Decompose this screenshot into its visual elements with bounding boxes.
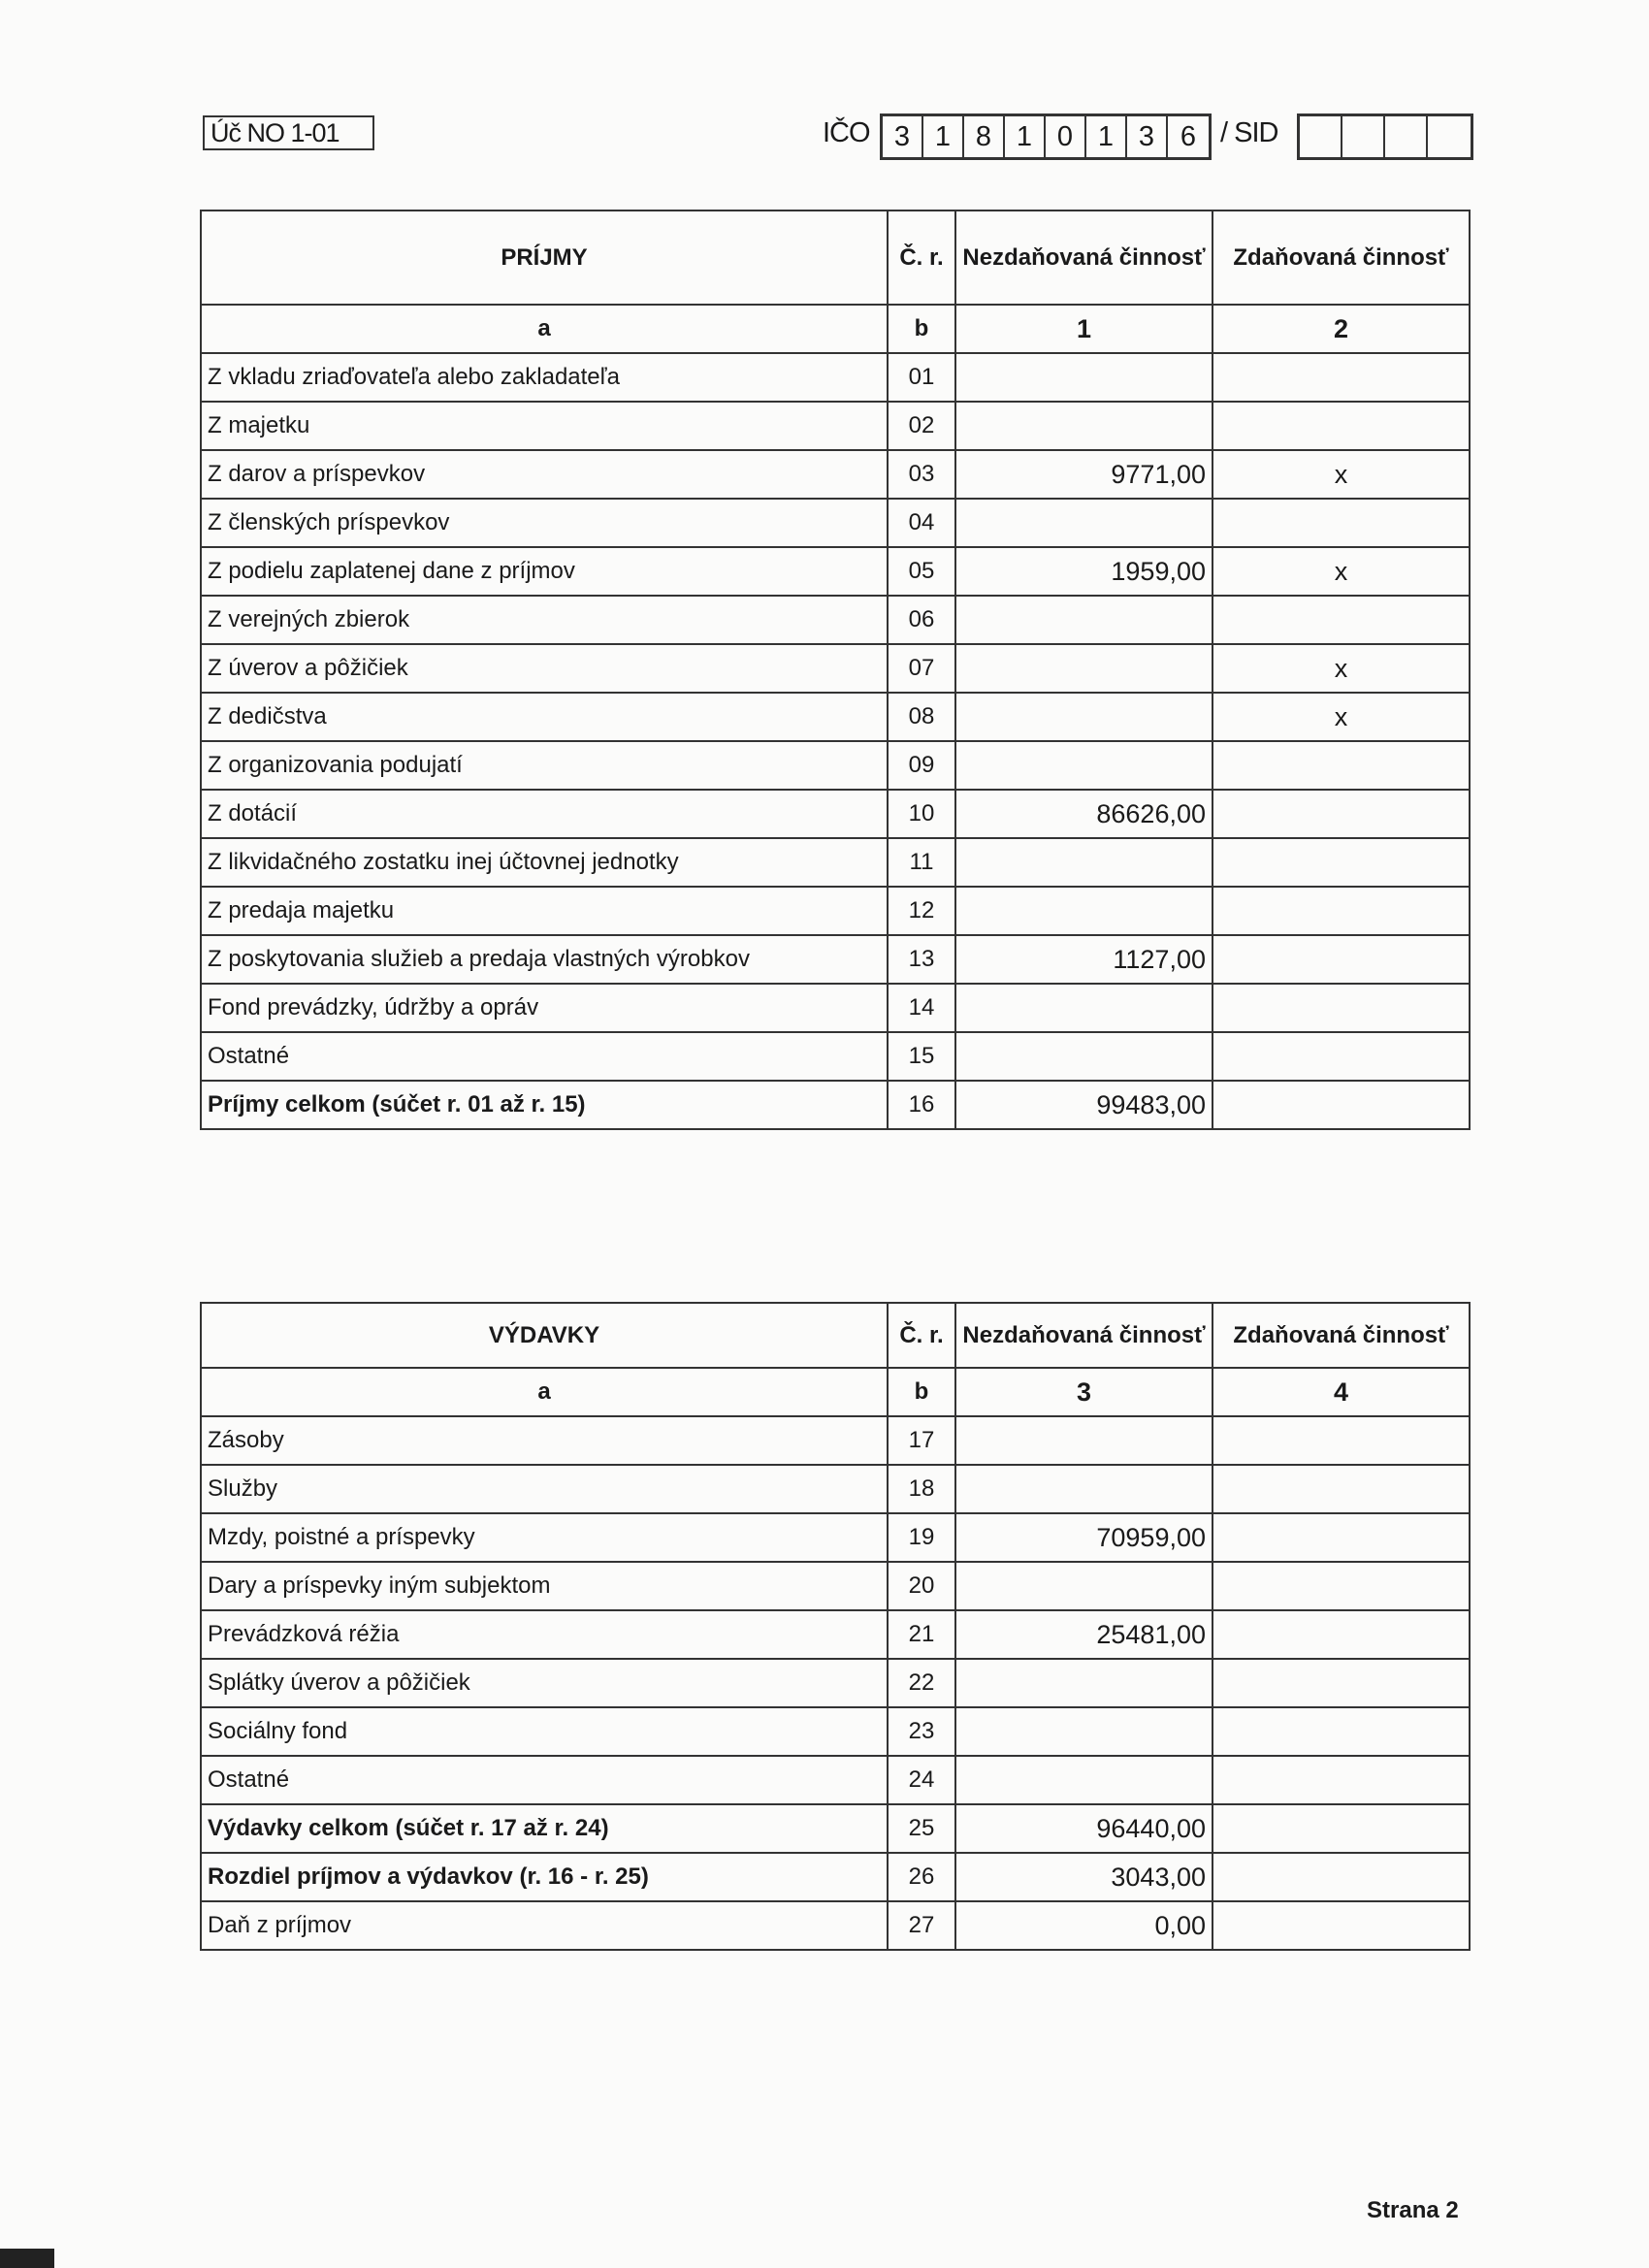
row-label: Z úverov a pôžičiek <box>201 644 888 693</box>
row-number: 05 <box>888 547 955 596</box>
nezdanovana-value[interactable]: 3043,00 <box>955 1853 1212 1901</box>
column-index-label: a <box>201 1368 888 1416</box>
ico-digit-box[interactable]: 3 <box>1127 116 1168 157</box>
column-header-nezdanovana: Nezdaňovaná činnosť <box>955 211 1212 305</box>
nezdanovana-value[interactable]: 86626,00 <box>955 790 1212 838</box>
nezdanovana-value[interactable] <box>955 887 1212 935</box>
column-header-zdanovana: Zdaňovaná činnosť <box>1212 211 1470 305</box>
zdanovana-value[interactable] <box>1212 790 1470 838</box>
sid-digit-box[interactable] <box>1342 116 1385 157</box>
zdanovana-value[interactable]: x <box>1212 547 1470 596</box>
prijmy-table <box>200 210 1471 1130</box>
table-row <box>201 1804 1470 1853</box>
row-number: 17 <box>888 1416 955 1465</box>
row-number: 11 <box>888 838 955 887</box>
table-row <box>201 402 1470 450</box>
table-row <box>201 1032 1470 1081</box>
zdanovana-value[interactable] <box>1212 741 1470 790</box>
row-label: Prevádzková réžia <box>201 1610 888 1659</box>
table-row <box>201 1465 1470 1513</box>
zdanovana-value[interactable] <box>1212 1804 1470 1853</box>
zdanovana-value[interactable] <box>1212 838 1470 887</box>
row-number: 03 <box>888 450 955 499</box>
row-label: Výdavky celkom (súčet r. 17 až r. 24) <box>201 1804 888 1853</box>
table-row <box>201 1853 1470 1901</box>
table-row <box>201 1901 1470 1950</box>
nezdanovana-value[interactable]: 96440,00 <box>955 1804 1212 1853</box>
row-label: Ostatné <box>201 1032 888 1081</box>
column-index-row <box>201 1368 1470 1416</box>
row-number: 27 <box>888 1901 955 1950</box>
page-number: Strana 2 <box>1367 2197 1459 2223</box>
zdanovana-value[interactable] <box>1212 1081 1470 1129</box>
row-number: 12 <box>888 887 955 935</box>
table-row <box>201 499 1470 547</box>
column-header-nezdanovana: Nezdaňovaná činnosť <box>955 1303 1212 1368</box>
table-row <box>201 450 1470 499</box>
zdanovana-value[interactable]: x <box>1212 450 1470 499</box>
table-row <box>201 1756 1470 1804</box>
sid-label: / SID <box>1220 117 1278 148</box>
nezdanovana-value[interactable] <box>955 1416 1212 1465</box>
table-row <box>201 1610 1470 1659</box>
row-label: Daň z príjmov <box>201 1901 888 1950</box>
sid-field[interactable] <box>1297 113 1473 160</box>
nezdanovana-value[interactable]: 25481,00 <box>955 1610 1212 1659</box>
column-header-row-number: Č. r. <box>888 1303 955 1368</box>
nezdanovana-value[interactable] <box>955 1032 1212 1081</box>
column-header-row-number: Č. r. <box>888 211 955 305</box>
nezdanovana-value[interactable] <box>955 984 1212 1032</box>
column-header-zdanovana: Zdaňovaná činnosť <box>1212 1303 1470 1368</box>
zdanovana-value[interactable] <box>1212 402 1470 450</box>
table-row <box>201 644 1470 693</box>
zdanovana-value[interactable] <box>1212 1853 1470 1901</box>
row-label: Z likvidačného zostatku inej účtovnej jednotky <box>201 838 888 887</box>
row-number: 04 <box>888 499 955 547</box>
zdanovana-value[interactable] <box>1212 596 1470 644</box>
nezdanovana-value[interactable] <box>955 644 1212 693</box>
row-number: 09 <box>888 741 955 790</box>
nezdanovana-value[interactable] <box>955 402 1212 450</box>
table-row <box>201 790 1470 838</box>
zdanovana-value[interactable] <box>1212 1465 1470 1513</box>
nezdanovana-value[interactable] <box>955 353 1212 402</box>
nezdanovana-value[interactable] <box>955 1562 1212 1610</box>
row-label: Z podielu zaplatenej dane z príjmov <box>201 547 888 596</box>
row-number: 02 <box>888 402 955 450</box>
row-label: Z členských príspevkov <box>201 499 888 547</box>
row-label: Z predaja majetku <box>201 887 888 935</box>
nezdanovana-value[interactable] <box>955 596 1212 644</box>
row-label: Z vkladu zriaďovateľa alebo zakladateľa <box>201 353 888 402</box>
zdanovana-value[interactable] <box>1212 1901 1470 1950</box>
zdanovana-value[interactable]: x <box>1212 644 1470 693</box>
nezdanovana-value[interactable] <box>955 499 1212 547</box>
row-number: 16 <box>888 1081 955 1129</box>
row-number: 22 <box>888 1659 955 1707</box>
row-number: 07 <box>888 644 955 693</box>
row-number: 20 <box>888 1562 955 1610</box>
zdanovana-value[interactable] <box>1212 499 1470 547</box>
table-row <box>201 1659 1470 1707</box>
row-number: 21 <box>888 1610 955 1659</box>
zdanovana-value[interactable] <box>1212 1707 1470 1756</box>
column-header-label: VÝDAVKY <box>201 1303 888 1368</box>
row-label: Fond prevádzky, údržby a opráv <box>201 984 888 1032</box>
row-label: Služby <box>201 1465 888 1513</box>
nezdanovana-value[interactable] <box>955 1707 1212 1756</box>
row-label: Z majetku <box>201 402 888 450</box>
row-label: Splátky úverov a pôžičiek <box>201 1659 888 1707</box>
ico-digit-box[interactable]: 8 <box>964 116 1005 157</box>
column-index-row-number: b <box>888 1368 955 1416</box>
nezdanovana-value[interactable]: 70959,00 <box>955 1513 1212 1562</box>
column-index-zdanovana: 4 <box>1212 1368 1470 1416</box>
table-row <box>201 547 1470 596</box>
row-number: 26 <box>888 1853 955 1901</box>
table-row <box>201 1416 1470 1465</box>
column-index-row-number: b <box>888 305 955 353</box>
row-number: 25 <box>888 1804 955 1853</box>
row-number: 10 <box>888 790 955 838</box>
column-index-nezdanovana: 1 <box>955 305 1212 353</box>
row-number: 19 <box>888 1513 955 1562</box>
nezdanovana-value[interactable] <box>955 1659 1212 1707</box>
column-index-nezdanovana: 3 <box>955 1368 1212 1416</box>
ico-field[interactable] <box>880 113 1212 160</box>
row-number: 08 <box>888 693 955 741</box>
nezdanovana-value[interactable]: 1127,00 <box>955 935 1212 984</box>
zdanovana-value[interactable] <box>1212 1756 1470 1804</box>
row-label: Z poskytovania služieb a predaja vlastných výrobkov <box>201 935 888 984</box>
row-label: Z organizovania podujatí <box>201 741 888 790</box>
row-number: 24 <box>888 1756 955 1804</box>
zdanovana-value[interactable] <box>1212 887 1470 935</box>
row-label: Mzdy, poistné a príspevky <box>201 1513 888 1562</box>
ico-digit-box[interactable]: 1 <box>1005 116 1046 157</box>
table-row <box>201 1707 1470 1756</box>
table-row <box>201 1081 1470 1129</box>
vydavky-table <box>200 1302 1471 1951</box>
ico-digit-box[interactable]: 1 <box>1086 116 1127 157</box>
nezdanovana-value[interactable] <box>955 741 1212 790</box>
sid-digit-box[interactable] <box>1428 116 1471 157</box>
table-row <box>201 1513 1470 1562</box>
column-header-label: PRÍJMY <box>201 211 888 305</box>
table-row <box>201 353 1470 402</box>
row-label: Rozdiel príjmov a výdavkov (r. 16 - r. 25) <box>201 1853 888 1901</box>
row-label: Dary a príspevky iným subjektom <box>201 1562 888 1610</box>
nezdanovana-value[interactable] <box>955 1756 1212 1804</box>
zdanovana-value[interactable] <box>1212 1610 1470 1659</box>
nezdanovana-value[interactable] <box>955 1465 1212 1513</box>
table-row <box>201 887 1470 935</box>
nezdanovana-value[interactable]: 0,00 <box>955 1901 1212 1950</box>
header-row <box>201 1303 1470 1368</box>
nezdanovana-value[interactable]: 9771,00 <box>955 450 1212 499</box>
row-label: Z darov a príspevkov <box>201 450 888 499</box>
row-number: 18 <box>888 1465 955 1513</box>
header-row <box>201 211 1470 305</box>
table-row <box>201 1562 1470 1610</box>
zdanovana-value[interactable] <box>1212 1416 1470 1465</box>
table-row <box>201 693 1470 741</box>
zdanovana-value[interactable]: x <box>1212 693 1470 741</box>
column-index-zdanovana: 2 <box>1212 305 1470 353</box>
zdanovana-value[interactable] <box>1212 1562 1470 1610</box>
table-row <box>201 596 1470 644</box>
table-row <box>201 741 1470 790</box>
row-label: Z dedičstva <box>201 693 888 741</box>
table-row <box>201 935 1470 984</box>
row-label: Ostatné <box>201 1756 888 1804</box>
row-number: 13 <box>888 935 955 984</box>
sid-digit-box[interactable] <box>1385 116 1428 157</box>
row-label: Sociálny fond <box>201 1707 888 1756</box>
ico-digit-box[interactable]: 3 <box>883 116 923 157</box>
nezdanovana-value[interactable] <box>955 838 1212 887</box>
ico-digit-box[interactable]: 0 <box>1046 116 1086 157</box>
row-number: 15 <box>888 1032 955 1081</box>
column-index-row <box>201 305 1470 353</box>
zdanovana-value[interactable] <box>1212 1659 1470 1707</box>
row-label: Zásoby <box>201 1416 888 1465</box>
ico-digit-box[interactable]: 1 <box>923 116 964 157</box>
nezdanovana-value[interactable] <box>955 693 1212 741</box>
nezdanovana-value[interactable]: 1959,00 <box>955 547 1212 596</box>
row-label: Z dotácií <box>201 790 888 838</box>
sid-digit-box[interactable] <box>1300 116 1342 157</box>
table-row <box>201 838 1470 887</box>
row-number: 23 <box>888 1707 955 1756</box>
zdanovana-value[interactable] <box>1212 1513 1470 1562</box>
scan-corner-mark <box>0 2249 54 2268</box>
form-code: Úč NO 1-01 <box>203 115 374 150</box>
nezdanovana-value[interactable]: 99483,00 <box>955 1081 1212 1129</box>
ico-digit-box[interactable]: 6 <box>1180 121 1197 152</box>
table-row <box>201 984 1470 1032</box>
zdanovana-value[interactable] <box>1212 353 1470 402</box>
row-number: 14 <box>888 984 955 1032</box>
row-number: 01 <box>888 353 955 402</box>
zdanovana-value[interactable] <box>1212 1032 1470 1081</box>
row-number: 06 <box>888 596 955 644</box>
row-label: Príjmy celkom (súčet r. 01 až r. 15) <box>201 1081 888 1129</box>
column-index-label: a <box>201 305 888 353</box>
zdanovana-value[interactable] <box>1212 984 1470 1032</box>
zdanovana-value[interactable] <box>1212 935 1470 984</box>
row-label: Z verejných zbierok <box>201 596 888 644</box>
ico-label: IČO <box>823 117 870 148</box>
